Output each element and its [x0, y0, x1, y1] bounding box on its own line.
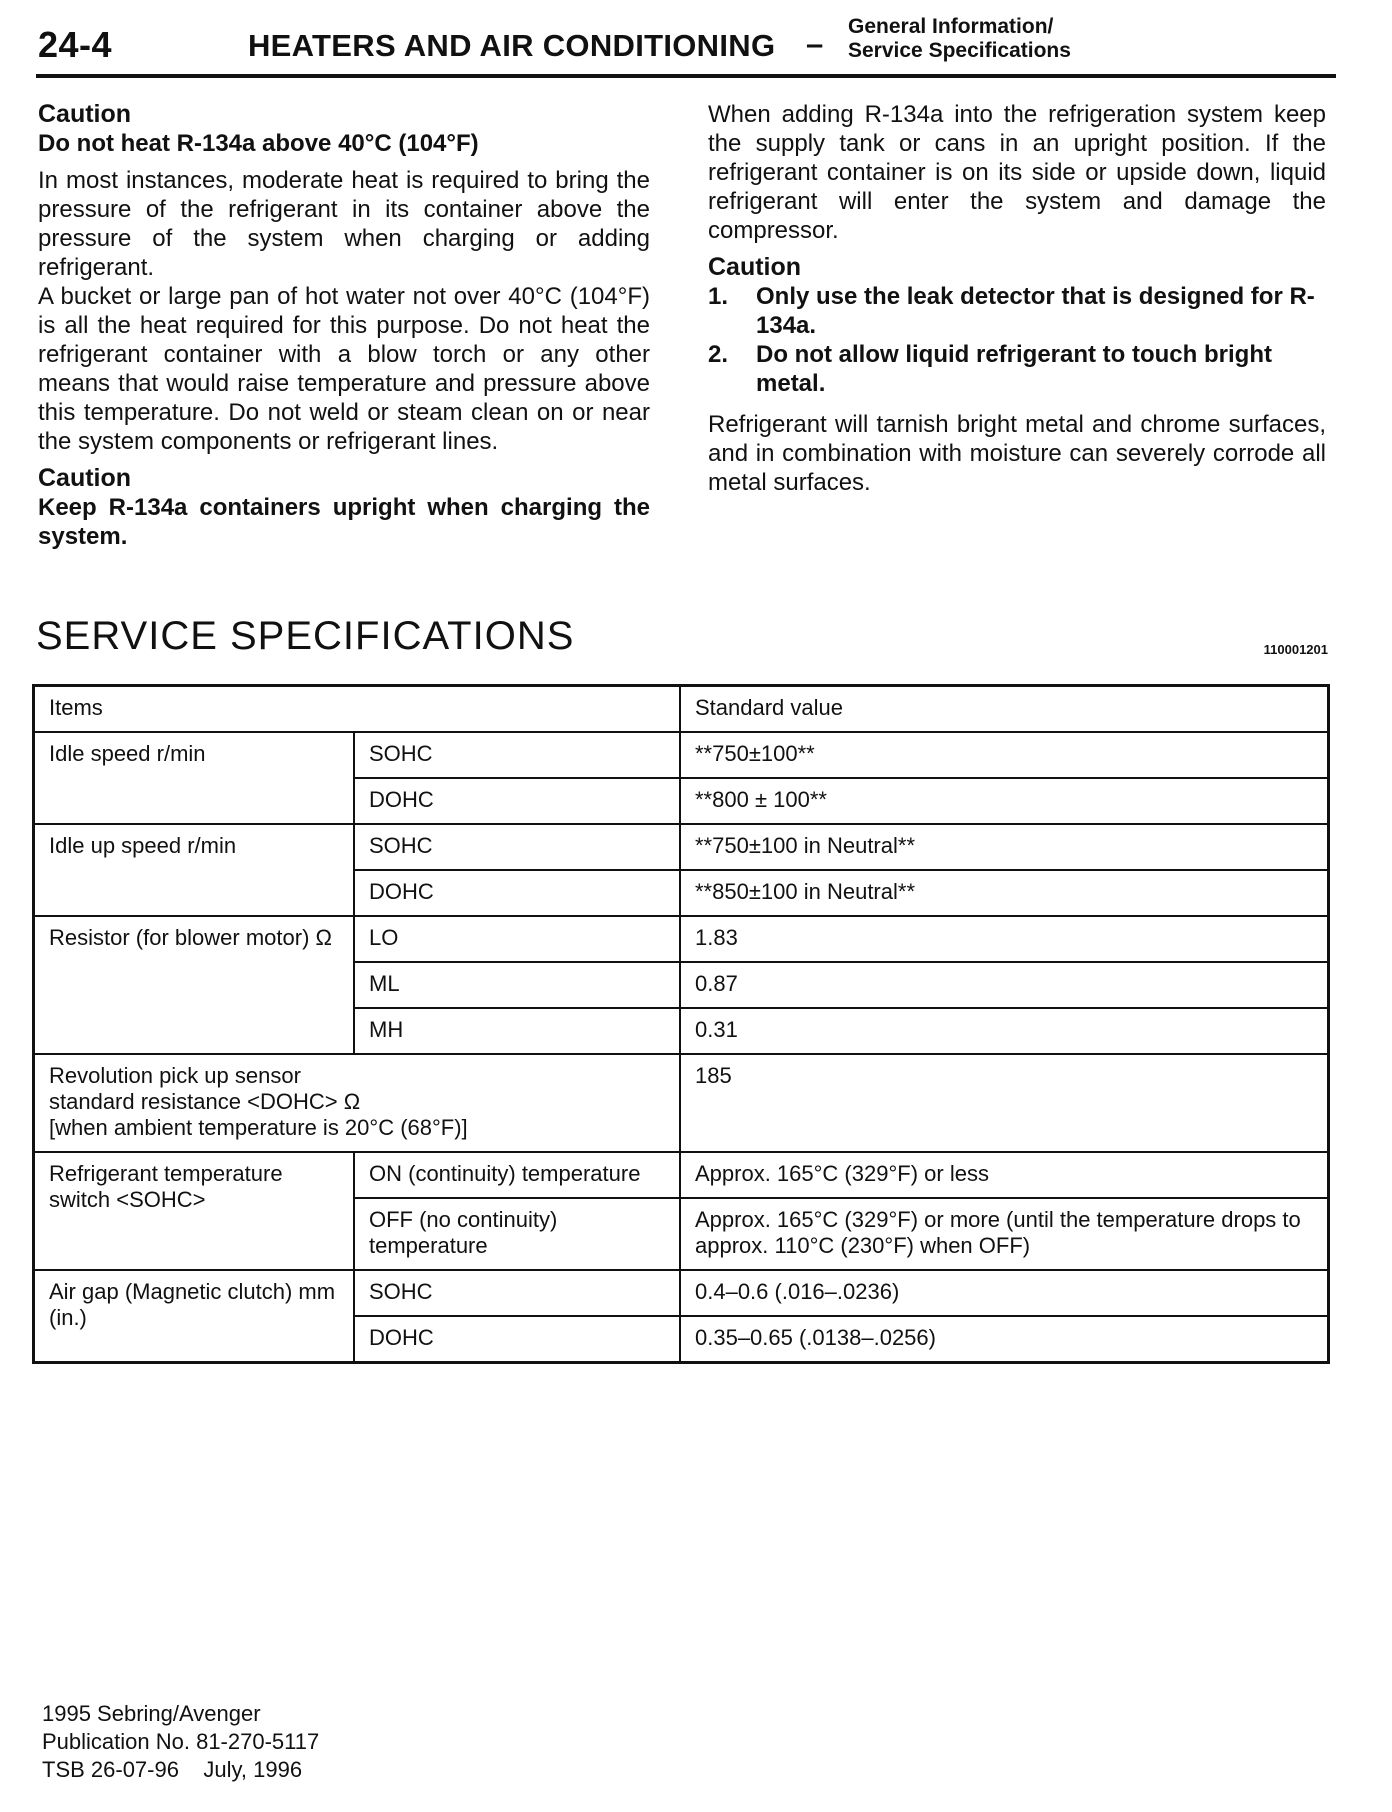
standard-value: 185 — [680, 1054, 1329, 1152]
standard-value: 0.35–0.65 (.0138–.0256) — [680, 1316, 1329, 1363]
chapter-title: HEATERS AND AIR CONDITIONING — [248, 28, 776, 63]
table-header-row — [34, 686, 1329, 733]
item-label-line: [when ambient temperature is 20°C (68°F)] — [49, 1115, 468, 1140]
table-row — [34, 1054, 1329, 1152]
item-label: Refrigerant temperature switch <SOHC> — [34, 1152, 355, 1270]
list-text: Do not allow liquid refrigerant to touch bright metal. — [756, 341, 1272, 397]
list-number: 2. — [708, 341, 729, 368]
page-number: 24-4 — [38, 24, 113, 65]
footer-tsb: TSB 26-07-96 July, 1996 — [42, 1757, 303, 1782]
table-row — [34, 1152, 1329, 1198]
item-label: Idle up speed r/min — [34, 824, 355, 916]
caution-list-item — [708, 340, 1326, 398]
right-column — [708, 100, 1326, 497]
item-label: Idle speed r/min — [34, 732, 355, 824]
footer-model: 1995 Sebring/Avenger — [42, 1701, 261, 1726]
table-row — [34, 916, 1329, 962]
header-rule — [36, 74, 1336, 78]
list-text: Only use the leak detector that is designed for R-134a. — [756, 283, 1315, 339]
sub-item: DOHC — [354, 778, 680, 824]
section-title: SERVICE SPECIFICATIONS — [36, 614, 575, 658]
sub-item: ON (continuity) temperature — [354, 1152, 680, 1198]
caution-list — [708, 282, 1326, 398]
left-column — [38, 100, 650, 551]
item-label: Resistor (for blower motor) Ω — [34, 916, 355, 1054]
standard-value: **850±100 in Neutral** — [680, 870, 1329, 916]
list-number: 1. — [708, 283, 729, 310]
publication-footer — [42, 1700, 319, 1784]
figure-code: 110001201 — [1263, 642, 1328, 657]
subtitle-line-2: Service Specifications — [848, 39, 1071, 62]
footer-publication: Publication No. 81-270-5117 — [42, 1729, 320, 1754]
standard-value: 0.31 — [680, 1008, 1329, 1054]
paragraph: When adding R-134a into the refrigeration system keep the supply tank or cans in an upright position. If the refrigerant container is on its side or upside down, liquid refrigerant will enter the system and damage the compressor. — [708, 101, 1326, 244]
sub-item: SOHC — [354, 1270, 680, 1316]
caution-text: Keep R-134a containers upright when charging the system. — [38, 494, 650, 550]
service-specifications-table — [32, 684, 1330, 1364]
sub-item: LO — [354, 916, 680, 962]
title-dash: – — [806, 26, 824, 61]
table-row — [34, 732, 1329, 778]
paragraph: A bucket or large pan of hot water not over 40°C (104°F) is all the heat required for this purpose. Do not heat the refrigerant container with a blow torch or any other means that would raise temperature and pressure above this temperature. Do not weld or steam clean on or near the system components or refrigerant lines. — [38, 283, 650, 455]
paragraph: Refrigerant will tarnish bright metal and chrome surfaces, and in combination with moisture can severely corrode all metal surfaces. — [708, 411, 1326, 496]
item-label-line: standard resistance <DOHC> Ω — [49, 1089, 361, 1114]
standard-value: 0.4–0.6 (.016–.0236) — [680, 1270, 1329, 1316]
table-row — [34, 824, 1329, 870]
sub-item: SOHC — [354, 732, 680, 778]
sub-item: MH — [354, 1008, 680, 1054]
sub-item: OFF (no continuity) temperature — [354, 1198, 680, 1270]
header-standard-value: Standard value — [680, 686, 1329, 733]
caution-list-item — [708, 282, 1326, 340]
sub-item: SOHC — [354, 824, 680, 870]
sub-item: ML — [354, 962, 680, 1008]
sub-item: DOHC — [354, 870, 680, 916]
item-label — [34, 1054, 681, 1152]
standard-value: Approx. 165°C (329°F) or more (until the temperature drops to approx. 110°C (230°F) when OFF) — [680, 1198, 1329, 1270]
standard-value: Approx. 165°C (329°F) or less — [680, 1152, 1329, 1198]
caution-text: Do not heat R-134a above 40°C (104°F) — [38, 130, 479, 157]
caution-heading: Caution — [708, 253, 802, 281]
standard-value: **800 ± 100** — [680, 778, 1329, 824]
caution-heading: Caution — [38, 464, 132, 492]
header-items: Items — [34, 686, 681, 733]
paragraph: In most instances, moderate heat is required to bring the pressure of the refrigerant in its container above the pressure of the system when charging or adding refrigerant. — [38, 167, 650, 281]
standard-value: **750±100** — [680, 732, 1329, 778]
subtitle-line-1: General Information/ — [848, 15, 1054, 38]
caution-heading: Caution — [38, 100, 132, 128]
sub-item: DOHC — [354, 1316, 680, 1363]
item-label-line: Revolution pick up sensor — [49, 1063, 301, 1088]
section-subtitle — [848, 15, 1071, 63]
standard-value: **750±100 in Neutral** — [680, 824, 1329, 870]
table-row — [34, 1270, 1329, 1316]
standard-value: 1.83 — [680, 916, 1329, 962]
standard-value: 0.87 — [680, 962, 1329, 1008]
item-label: Air gap (Magnetic clutch) mm (in.) — [34, 1270, 355, 1363]
